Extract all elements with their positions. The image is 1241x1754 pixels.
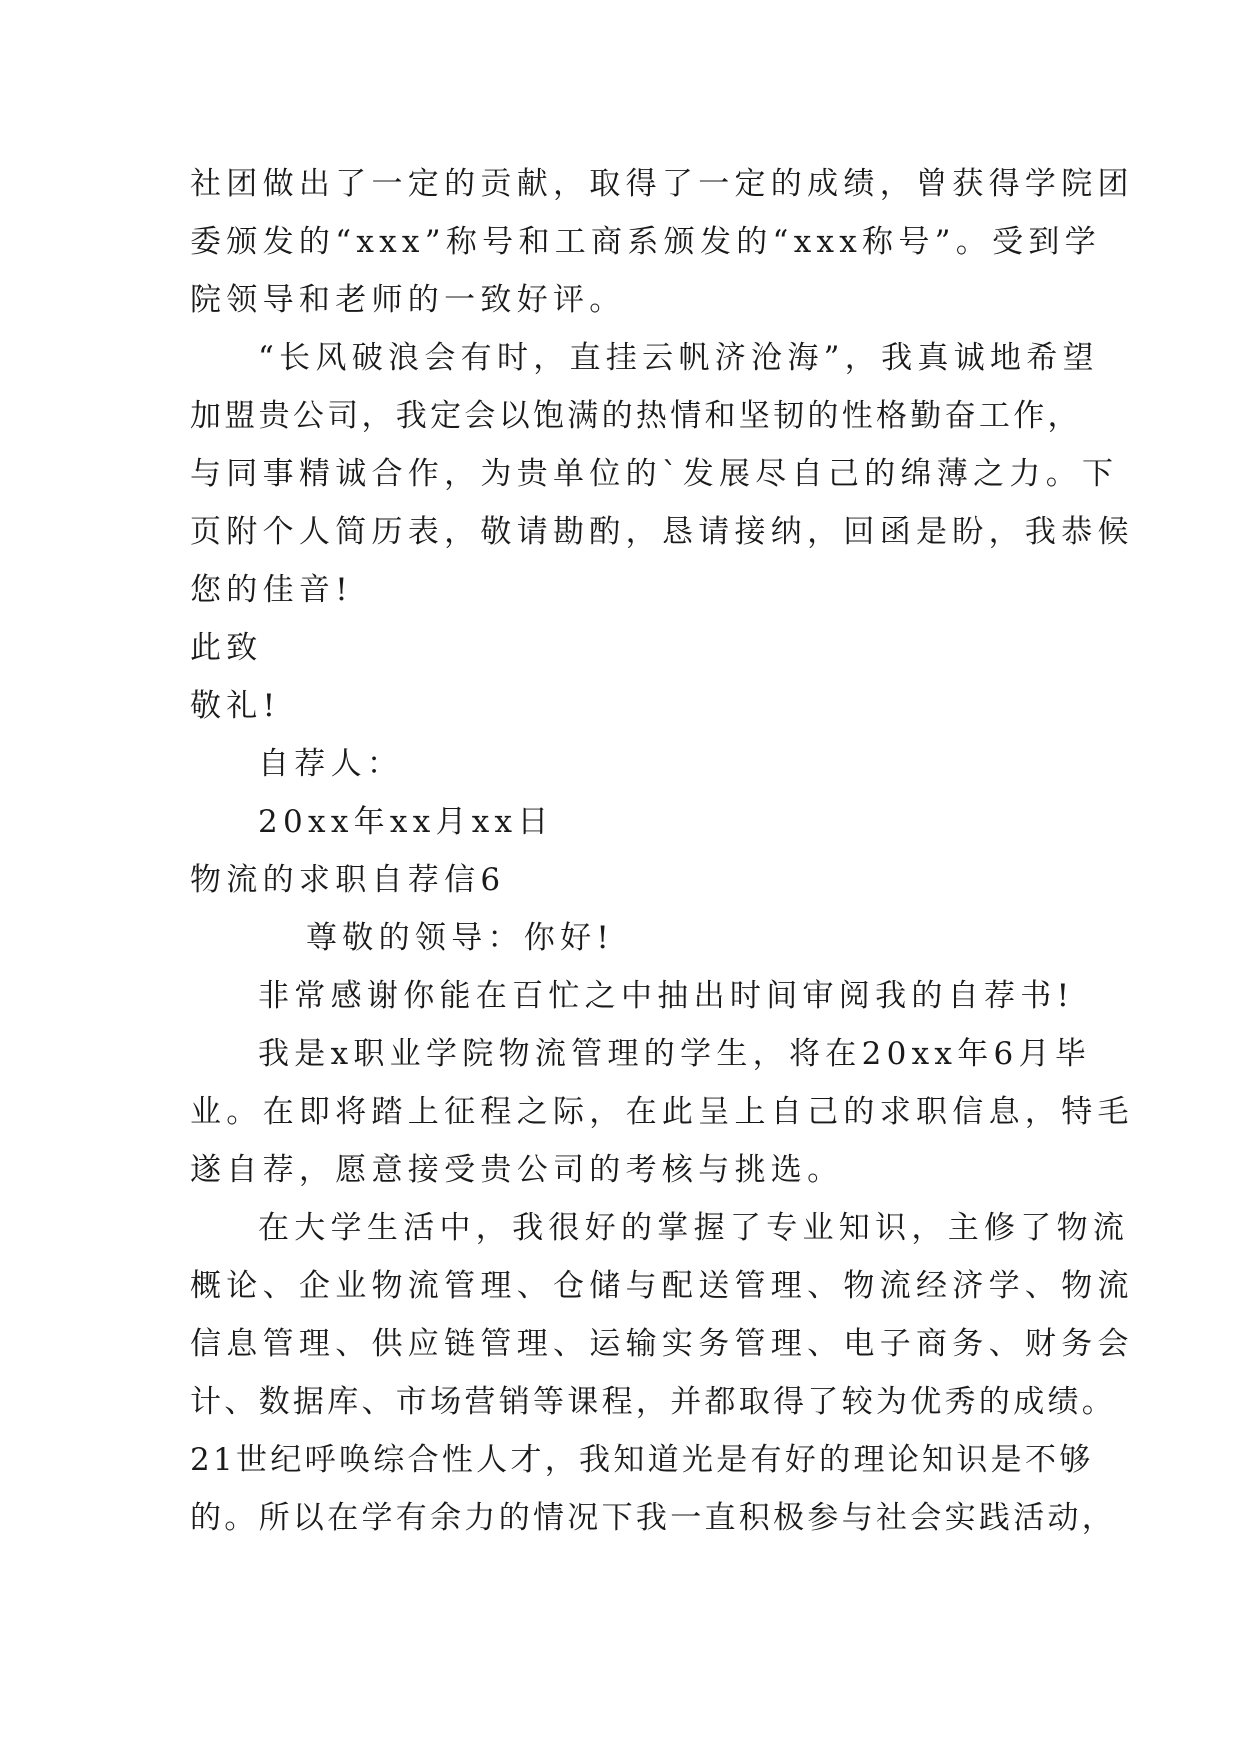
salutation-line: 敬礼! [190,688,281,724]
text-line: 的。所以在学有余力的情况下我一直积极参与社会实践活动， [190,1500,1117,1536]
text-line: 委颁发的“xxx”称号和工商系颁发的“xxx称号”。受到学 [190,224,1101,260]
date-line: 20xx年xx月xx日 [258,804,554,840]
signature-line: 自荐人： [258,746,404,782]
paragraph-line: “长风破浪会有时，直挂云帆济沧海”，我真诚地希望 [258,340,1099,376]
text-line: 计、数据库、市场营销等课程，并都取得了较为优秀的成绩。 [190,1384,1117,1420]
text-line: 业。在即将踏上征程之际，在此呈上自己的求职信息，特毛 [190,1094,1134,1130]
text-line: 遂自荐，愿意接受贵公司的考核与挑选。 [190,1152,844,1188]
section-title: 物流的求职自荐信6 [190,862,506,898]
text-line: 社团做出了一定的贡献，取得了一定的成绩，曾获得学院团 [190,166,1134,202]
text-line: 院领导和老师的一致好评。 [190,282,626,318]
text-line: 21世纪呼唤综合性人才，我知道光是有好的理论知识是不够 [190,1442,1094,1478]
paragraph-line: 在大学生活中，我很好的掌握了专业知识，主修了物流 [258,1210,1130,1246]
closing-line: 此致 [190,630,263,666]
greeting-line: 尊敬的领导：你好! [306,920,615,956]
paragraph-line: 非常感谢你能在百忙之中抽出时间审阅我的自荐书! [258,978,1075,1014]
text-line: 页附个人简历表，敬请勘酌，恳请接纳，回函是盼，我恭候 [190,514,1134,550]
text-line: 信息管理、供应链管理、运输实务管理、电子商务、财务会 [190,1326,1134,1362]
text-line: 与同事精诚合作，为贵单位的`发展尽自己的绵薄之力。下 [190,456,1119,492]
paragraph-line: 我是x职业学院物流管理的学生，将在20xx年6月毕 [258,1036,1092,1072]
text-line: 您的佳音! [190,572,353,608]
text-line: 加盟贵公司，我定会以饱满的热情和坚韧的性格勤奋工作， [190,398,1082,434]
text-line: 概论、企业物流管理、仓储与配送管理、物流经济学、物流 [190,1268,1134,1304]
